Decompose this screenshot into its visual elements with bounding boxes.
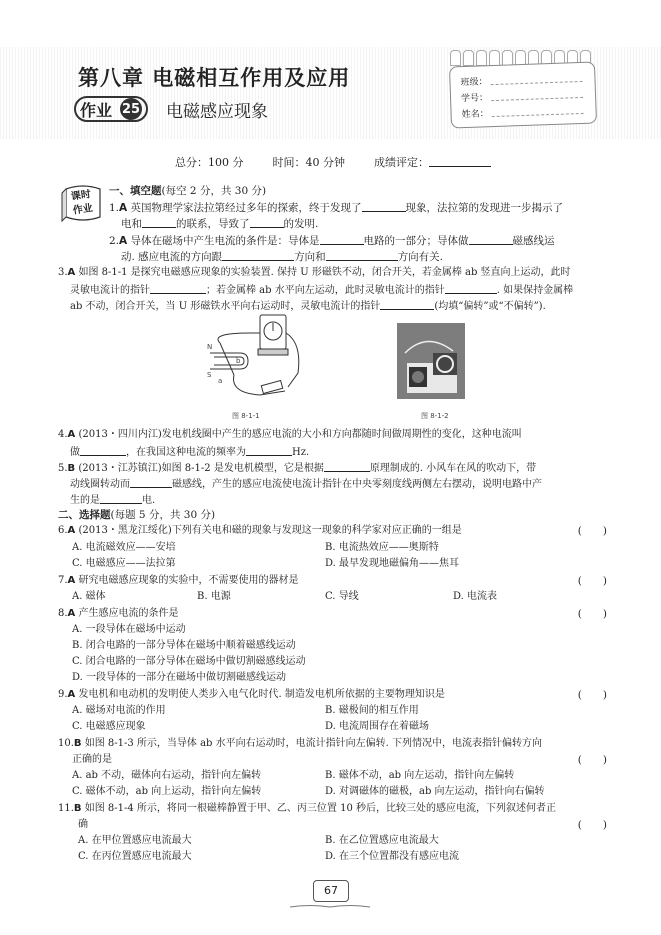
q4-text-2c: Hz. (292, 447, 310, 458)
meta-line (175, 155, 491, 170)
q1-blank3[interactable] (250, 216, 284, 228)
q10-opt-c[interactable]: C. 磁体不动，ab 向上运动，指针向左偏转 (72, 786, 262, 797)
q3-blank3[interactable] (380, 298, 434, 310)
q11-opt-d[interactable]: D. 在三个位置都没有感应电流 (325, 851, 460, 862)
figure-8-1-1-caption: 图 8-1-1 (232, 412, 260, 420)
q5-blank1[interactable] (324, 460, 370, 472)
section2-title: 二、选择题 (58, 509, 111, 521)
q8-level: A (67, 608, 76, 619)
q4-text-2b: ，在我国这种电流的频率为 (126, 447, 246, 458)
q6-opt-b[interactable]: B. 电流热效应——奥斯特 (325, 542, 439, 553)
q5-line1 (58, 460, 536, 476)
q10-opt-a[interactable]: A. ab 不动，磁体向右运动，指针向左偏转 (72, 770, 262, 781)
homework-badge (74, 96, 148, 122)
q9-opt-c[interactable]: C. 电磁感应现象 (72, 721, 146, 732)
q6-number: 6. (58, 525, 68, 536)
q7-stem (58, 574, 298, 588)
q5-line3 (70, 492, 155, 508)
q1-level: A (119, 202, 128, 214)
q1-text-d: 的联系，导致了 (176, 218, 250, 230)
q8-opt-b[interactable]: B. 闭合电路的一部分导体在磁场中顺着磁感线运动 (72, 640, 296, 651)
time-limit: 时间：40 分钟 (272, 156, 345, 169)
q10-opt-d[interactable]: D. 对调磁体的磁极，ab 向左运动，指针向右偏转 (325, 786, 545, 797)
q1-line2 (121, 216, 318, 231)
q8-stem (58, 607, 178, 621)
q1-line1 (109, 200, 563, 215)
q5-text-3b: 电. (142, 495, 156, 506)
q1-number: 1. (109, 202, 120, 214)
q5-number: 5. (58, 463, 68, 474)
q3-text: 如图 8-1-1 是探究电磁感应现象的实验装置. 保持 U 形磁铁不动，闭合开关，若金属棒 ab 竖直向上运动，此时 (78, 267, 571, 278)
q3-line3 (70, 298, 546, 314)
q1-text: 英国物理学家法拉第经过多年的探索，终于发现了 (130, 202, 362, 214)
q2-text-f: 方向有关. (397, 251, 444, 263)
grade-label: 成绩评定： (374, 156, 429, 169)
section1-heading (109, 184, 266, 198)
q7-text: 研究电磁感应现象的实验中，不需要使用的器材是 (78, 575, 299, 586)
q2-level: A (119, 235, 128, 247)
q5-blank2[interactable] (130, 476, 172, 488)
q7-answer-slot[interactable]: ( ) (577, 575, 607, 587)
q11-opt-a[interactable]: A. 在甲位置感应电流最大 (78, 835, 192, 846)
q3-text-3b: (均填“偏转”或“不偏转”). (434, 301, 546, 312)
q11-text: 如图 8-1-4 所示，将同一根磁棒静置于甲、乙、丙三位置 10 秒后，比较三处的感应电流，下列叙述何者正 (84, 803, 557, 814)
section2-heading (58, 508, 215, 522)
q2-line2 (121, 249, 443, 264)
q2-blank1[interactable] (320, 233, 364, 245)
q6-text: (2013・黑龙江绥化)下列有关电和磁的现象与发现这一现象的科学家对应正确的一组是 (78, 525, 462, 536)
q2-blank4[interactable] (326, 249, 398, 261)
q6-opt-d[interactable]: D. 最早发现地磁偏角——焦耳 (325, 558, 460, 569)
q3-line1 (58, 266, 571, 280)
q9-opt-a[interactable]: A. 磁场对电流的作用 (72, 705, 166, 716)
q11-stem-2: 确 (78, 819, 88, 830)
q4-blank1[interactable] (80, 444, 126, 456)
q2-line1 (109, 233, 555, 248)
q3-text-2a: 灵敏电流计的指针 (70, 285, 150, 296)
q2-text-c: 磁感线运 (512, 235, 555, 247)
q8-opt-d[interactable]: D. 一段导体的一部分在磁场中做切割磁感线运动 (72, 672, 287, 683)
q9-opt-b[interactable]: B. 磁极间的相互作用 (325, 705, 419, 716)
q8-text: 产生感应电流的条件是 (78, 608, 179, 619)
q6-answer-slot[interactable]: ( ) (577, 525, 607, 537)
q6-level: A (67, 525, 76, 536)
student-id-label: 学号： (460, 93, 489, 105)
q7-opt-d[interactable]: D. 电流表 (453, 591, 498, 602)
q3-level: A (67, 267, 76, 278)
q8-opt-c[interactable]: C. 闭合电路的一部分导体在磁场中做切割磁感线运动 (72, 656, 306, 667)
q11-stem (58, 802, 556, 816)
homework-number: 25 (120, 98, 142, 120)
q2-number: 2. (109, 235, 120, 247)
name-label: 姓名： (461, 109, 489, 121)
figure-8-1-2-caption: 图 8-1-2 (421, 412, 449, 420)
page-number: 67 (313, 880, 349, 902)
q2-text-e: 方向和 (294, 251, 326, 263)
q10-opt-b[interactable]: B. 磁体不动，ab 向左运动，指针向左偏转 (325, 770, 515, 781)
homework-label: 作业 (79, 100, 112, 120)
q8-number: 8. (58, 608, 68, 619)
q9-answer-slot[interactable]: ( ) (577, 689, 607, 701)
q5-text-2b: 磁感线，产生的感应电流使电流计指针在中央零刻度线两侧左右摆动，说明电路中产 (172, 479, 542, 490)
q4-level: A (67, 429, 76, 440)
q10-stem (58, 737, 542, 751)
q4-number: 4. (58, 429, 68, 440)
q11-opt-c[interactable]: C. 在丙位置感应电流最大 (78, 851, 192, 862)
q3-blank2[interactable] (445, 282, 497, 294)
student-info-card (449, 61, 597, 128)
q10-answer-slot[interactable]: ( ) (577, 754, 607, 766)
q3-line2 (70, 282, 573, 298)
q9-stem (58, 688, 445, 702)
q3-number: 3. (58, 267, 68, 278)
q10-text: 如图 8-1-3 所示，当导体 ab 水平向右运动时，电流计指针向左偏转. 下列情况中，电流表指针偏转方向 (84, 738, 542, 749)
q11-number: 11. (58, 803, 74, 814)
q9-number: 9. (58, 689, 68, 700)
q1-blank1[interactable] (362, 200, 406, 212)
q11-answer-slot[interactable]: ( ) (577, 819, 607, 831)
q2-text-d: 动. 感应电流的方向跟 (121, 251, 223, 263)
q2-blank2[interactable] (469, 233, 513, 245)
q3-text-2b: ；若金属棒 ab 水平向左运动，此时灵敏电流计的指针 (206, 285, 445, 296)
q4-blank2[interactable] (246, 444, 292, 456)
q4-line1 (58, 428, 522, 442)
class-label: 班级： (460, 77, 488, 89)
q6-stem (58, 524, 462, 538)
lesson-homework-text: 课时作业 (70, 189, 94, 217)
book-icon (290, 895, 370, 901)
q5-blank3[interactable] (100, 492, 142, 504)
section1-title: 一、填空题 (109, 185, 162, 197)
q7-opt-c[interactable]: C. 导线 (325, 591, 359, 602)
q10-level: B (73, 738, 82, 749)
q3-blank1[interactable] (150, 282, 206, 294)
q4-text-2a: 做 (70, 447, 80, 458)
q2-text: 导体在磁场中产生电流的条件是：导体是 (130, 235, 320, 247)
homework-title: 电磁感应现象 (166, 101, 268, 122)
q10-stem-2: 正确的是 (72, 754, 112, 765)
q9-text: 发电机和电动机的发明使人类步入电气化时代. 制造发电机所依据的主要物理知识是 (78, 689, 445, 700)
q5-text-1a: (2013・江苏镇江)如图 8-1-2 是发电机模型，它是根据 (78, 463, 324, 474)
q5-text-3a: 生的是 (70, 495, 100, 506)
q1-text-c: 电和 (121, 218, 142, 230)
q5-text-2a: 动线圈转动而 (70, 479, 130, 490)
q8-opt-a[interactable]: A. 一段导体在磁场中运动 (72, 624, 186, 635)
figure-8-1-1: N S b a (190, 313, 310, 405)
q8-answer-slot[interactable]: ( ) (577, 608, 607, 620)
q1-blank2[interactable] (142, 216, 176, 228)
q3-text-3a: ab 不动，闭合开关，当 U 形磁铁水平向右运动时，灵敏电流计的指针 (70, 301, 381, 312)
q7-number: 7. (58, 575, 68, 586)
chapter-title: 第八章 电磁相互作用及应用 (78, 66, 351, 90)
homework-heading (74, 96, 268, 122)
q2-blank3[interactable] (222, 249, 294, 261)
q4-text: (2013・四川内江)发电机线圈中产生的感应电流的大小和方向都随时间做周期性的变化，这种电流叫 (78, 429, 522, 440)
q5-text-1b: 原理制成的. 小风车在风的吹动下，带 (369, 463, 537, 474)
q3-text-2c: . 如果保持金属棒 (496, 285, 574, 296)
figure-8-1-2 (397, 323, 465, 399)
q7-opt-b[interactable]: B. 电源 (197, 591, 231, 602)
total-score: 总分：100 分 (175, 156, 244, 169)
section1-note: (每空 2 分，共 30 分) (161, 185, 267, 197)
q7-level: A (67, 575, 76, 586)
q6-opt-c[interactable]: C. 电磁感应——法拉第 (72, 558, 176, 569)
q9-level: A (67, 689, 76, 700)
q11-opt-b[interactable]: B. 在乙位置感应电流最大 (325, 835, 439, 846)
q5-level: B (67, 463, 76, 474)
q2-text-b: 电路的一部分；导体做 (363, 235, 469, 247)
q1-text-e: 的发明. (283, 218, 319, 230)
q5-line2 (70, 476, 542, 492)
q7-opt-a[interactable]: A. 磁体 (72, 591, 106, 602)
q4-line2 (70, 444, 309, 460)
section2-note: (每题 5 分，共 30 分) (110, 509, 216, 521)
q10-number: 10. (58, 738, 74, 749)
q9-opt-d[interactable]: D. 电流周围存在着磁场 (325, 721, 430, 732)
q1-text-b: 现象，法拉第的发现进一步揭示了 (405, 202, 564, 214)
lesson-homework-tag (60, 183, 106, 225)
q6-opt-a[interactable]: A. 电流磁效应——安培 (72, 542, 176, 553)
q11-level: B (73, 803, 82, 814)
